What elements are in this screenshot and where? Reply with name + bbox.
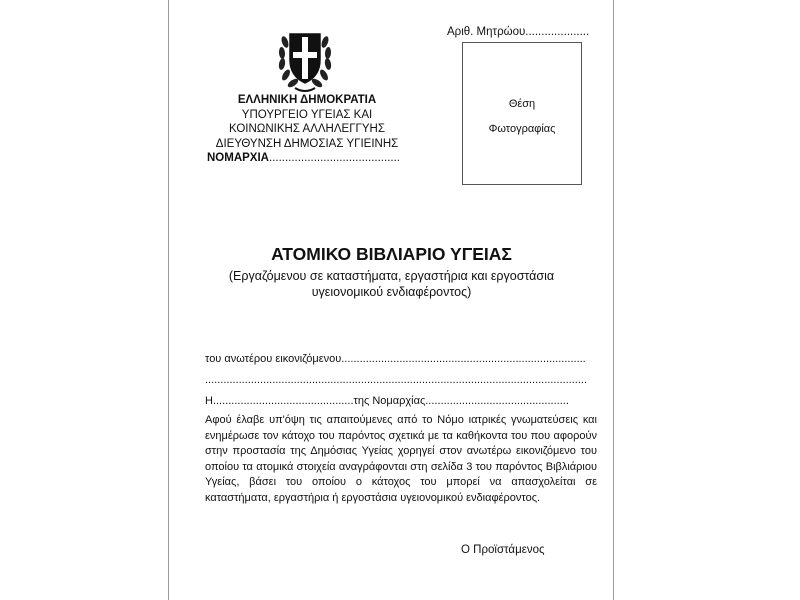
subtitle-line-1: (Εργαζόμενου σε καταστήματα, εργαστήρια και εργοστάσια (228, 269, 555, 283)
ministry-line-1: ΥΠΟΥΡΓΕΙΟ ΥΓΕΙΑΣ ΚΑΙ (241, 109, 373, 121)
directorate-line: ΔΙΕΥΘΥΝΣΗ ΔΗΜΟΣΙΑΣ ΥΓΙΕΙΝΗΣ (215, 138, 399, 150)
field-line-prefecture: Η..............................................της Νομαρχίας............................................... (205, 395, 569, 407)
document-title: ΑΤΟΜΙΚΟ ΒΙΒΛΙΑΡΙΟ ΥΓΕΙΑΣ (271, 244, 512, 264)
photo-box-line-2: Φωτογραφίας (488, 123, 556, 135)
prefecture-blank: ......................................... (268, 152, 400, 164)
photo-placeholder-box (462, 42, 582, 185)
field-line-blank: ............................................................................................................................. (205, 374, 588, 386)
field-line-pictured-person: του ανωτέρου εικονιζόμενου................................................................................ (205, 353, 586, 365)
ministry-line-2: ΚΟΙΝΩΝΙΚΗΣ ΑΛΛΗΛΕΓΓΥΗΣ (229, 123, 385, 135)
registry-number-blank: .................... (525, 26, 590, 38)
registry-number-field (447, 26, 589, 38)
signatory-title: Ο Προϊστάμενος (461, 544, 545, 556)
certification-paragraph: Αφού έλαβε υπ'όψη τις απαιτούμενες από το Νόμο ιατρικές γνωματεύσεις και ενημέρωσε τον κάτοχο του παρόντος σχετικά με τα καθήκοντα του που αφορούν στην προστασία της Δημόσιας Υγείας χορηγεί στον ανωτέρω εικονιζόμενο του οποίου τα ατομικά στοιχεία αναγράφονται στη σελίδα 3 του παρόντος Βιβλιάριου Υγείας, βάσει του οποίου ο κάτοχος του μπορεί να απασχολείται σε καταστήματα, εργαστήρια ή εργοστάσια υγειονομικού ενδιαφέροντος. (205, 414, 597, 504)
coat-of-arms-emblem (275, 20, 335, 96)
subtitle-line-2: υγειονομικού ενδιαφέροντος) (311, 285, 472, 299)
prefecture-field (207, 152, 400, 164)
prefecture-label: ΝΟΜΑΡΧΙΑ (207, 152, 269, 164)
photo-box-line-1: Θέση (508, 98, 536, 110)
registry-number-label: Αριθ. Μητρώου (447, 26, 526, 38)
republic-heading: ΕΛΛΗΝΙΚΗ ΔΗΜΟΚΡΑΤΙΑ (237, 94, 377, 106)
